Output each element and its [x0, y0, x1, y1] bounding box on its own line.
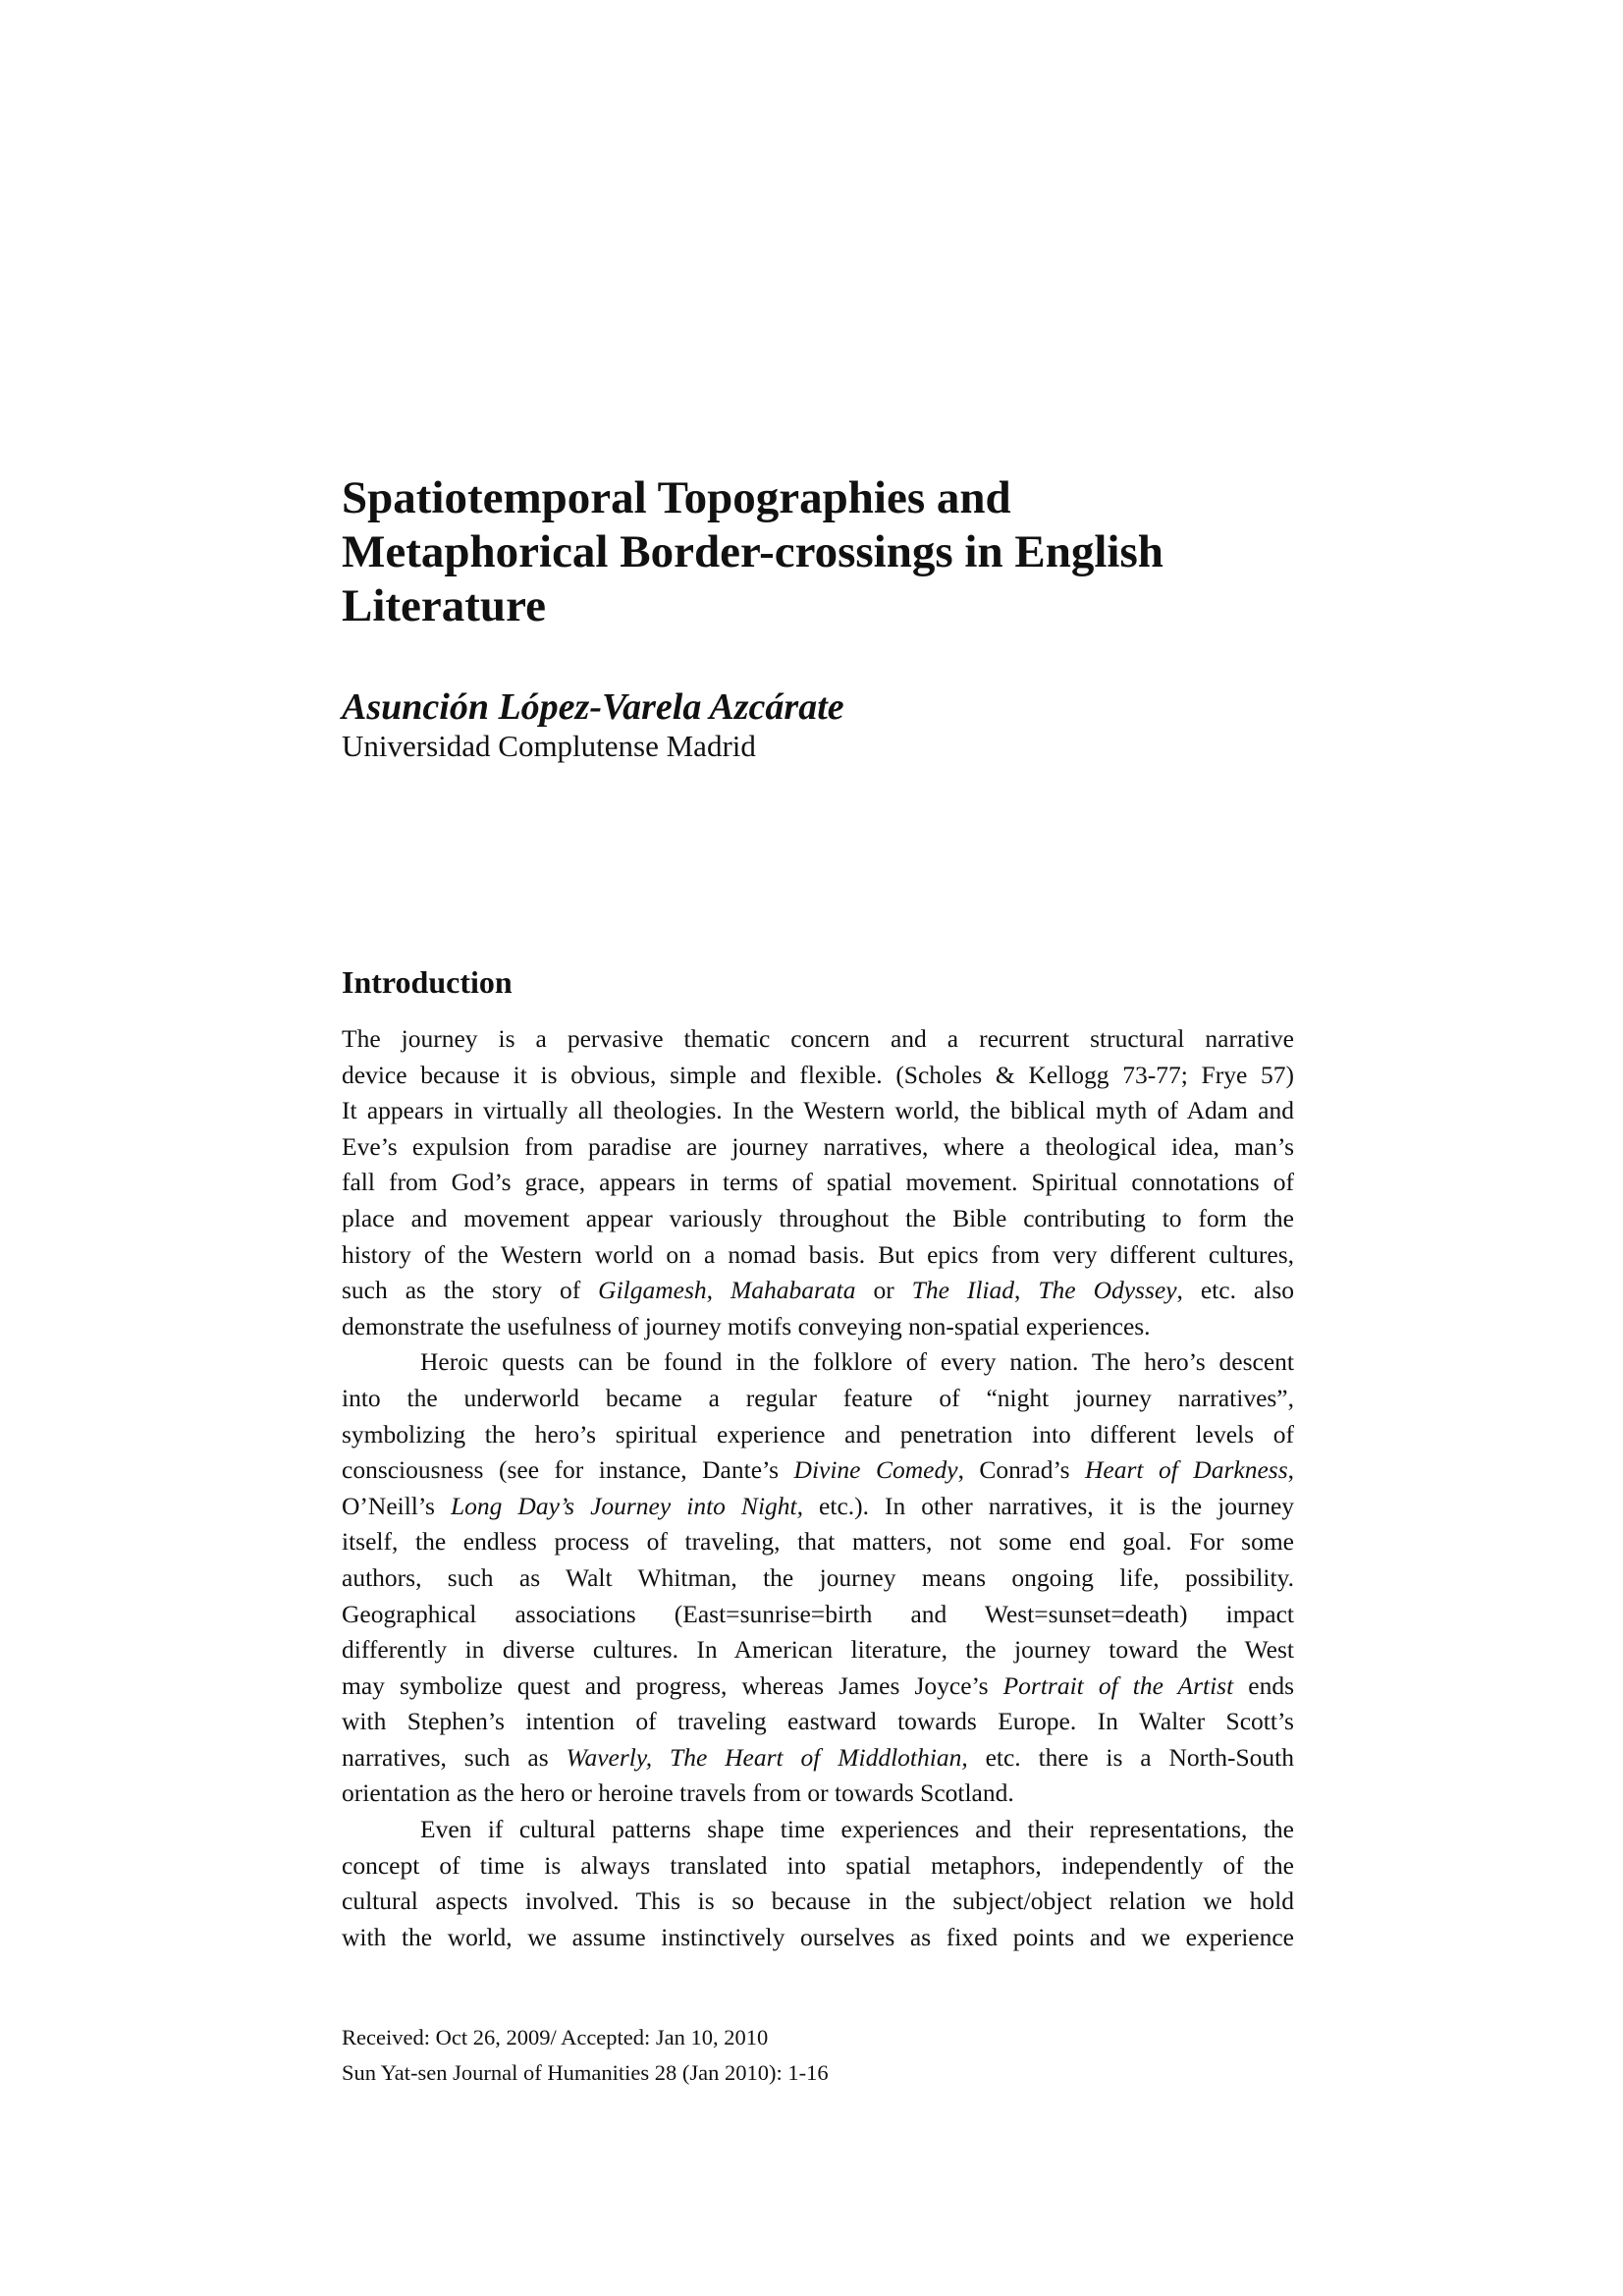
text-run: demonstrate the usefulness of journey motifs conveying non-spatial experiences.: [342, 1311, 1151, 1340]
text-run: , etc. also: [1176, 1276, 1294, 1305]
text-line: [342, 1273, 1294, 1309]
text-run: Eve’s expulsion from paradise are journey narratives, where a theological idea, man’s: [342, 1131, 1294, 1161]
title-line: Spatiotemporal Topographies and: [342, 472, 1011, 523]
text-run: consciousness (see for instance, Dante’s: [342, 1455, 794, 1485]
text-line: [342, 1237, 1294, 1274]
article-body: [342, 1021, 1294, 1955]
text-line: [342, 1093, 1294, 1129]
body-paragraph: [342, 1812, 1294, 1955]
text-run: ,: [1287, 1455, 1295, 1485]
text-run: such as the story of: [342, 1276, 599, 1305]
text-line: [342, 1417, 1294, 1453]
text-line: [342, 1668, 1294, 1705]
text-run: concept of time is always translated into spatial metaphors, independently of the: [342, 1850, 1294, 1880]
text-run: or: [855, 1276, 912, 1305]
author-block: [342, 685, 844, 764]
text-line: [342, 1021, 1294, 1058]
body-paragraph: [342, 1021, 1294, 1344]
text-run: orientation as the hero or heroine travels from or towards Scotland.: [342, 1778, 1014, 1808]
text-run: with the world, we assume instinctively ourselves as fixed points and we experience: [342, 1922, 1294, 1951]
italic-title: Portrait of the Artist: [1002, 1670, 1234, 1700]
section-heading-introduction: Introduction: [342, 964, 513, 1000]
text-run: authors, such as Walt Whitman, the journey means ongoing life, possibility.: [342, 1562, 1294, 1592]
italic-title: Divine Comedy: [793, 1455, 958, 1485]
text-run: Geographical associations (East=sunrise=birth and West=sunset=death) impact: [342, 1599, 1294, 1628]
text-run: device because it is obvious, simple and flexible. (Scholes & Kellogg 73-77; Frye 57): [342, 1060, 1294, 1089]
text-run: It appears in virtually all theologies. In the Western world, the biblical myth of Adam and: [342, 1096, 1294, 1125]
text-line: [342, 1489, 1294, 1525]
text-line: [342, 1776, 1294, 1812]
text-run: place and movement appear variously throughout the Bible contributing to form the: [342, 1203, 1294, 1232]
italic-title: Waverly, The Heart of Middlothian,: [566, 1742, 968, 1772]
text-run: into the underworld became a regular feature of “night journey narratives”,: [342, 1383, 1294, 1412]
text-line: [342, 1058, 1294, 1094]
text-line: [342, 1165, 1294, 1201]
text-line: [342, 1201, 1294, 1237]
text-line: [342, 1848, 1294, 1885]
title-line: Metaphorical Border-crossings in English: [342, 526, 1163, 577]
text-line: [342, 1524, 1294, 1560]
author-affiliation: Universidad Complutense Madrid: [342, 729, 756, 763]
text-line: [342, 1740, 1294, 1777]
text-line: [342, 1632, 1294, 1668]
page-footer: [342, 2020, 829, 2091]
text-run: cultural aspects involved. This is so because in the subject/object relation we hold: [342, 1886, 1294, 1916]
text-line: [342, 1452, 1294, 1489]
italic-title: The Odyssey: [1038, 1276, 1177, 1305]
title-line: Literature: [342, 580, 546, 631]
text-run: etc.). In other narratives, it is the journey: [803, 1491, 1295, 1520]
text-run: may symbolize quest and progress, whereas James Joyce’s: [342, 1670, 1003, 1700]
text-line: [342, 1344, 1294, 1381]
text-line: [342, 1309, 1294, 1345]
author-name: Asunción López-Varela Azcárate: [342, 686, 844, 728]
text-run: symbolizing the hero’s spiritual experience and penetration into different levels of: [342, 1419, 1294, 1449]
italic-title: The Iliad: [911, 1276, 1015, 1305]
text-run: differently in diverse cultures. In American literature, the journey toward the West: [342, 1635, 1294, 1665]
text-run: Heroic quests can be found in the folklore of every nation. The hero’s descent: [420, 1347, 1294, 1377]
article-title: [342, 471, 1284, 633]
text-line: [342, 1920, 1294, 1956]
text-line: [342, 1884, 1294, 1920]
italic-title: Long Day’s Journey into Night,: [450, 1491, 803, 1520]
text-run: O’Neill’s: [342, 1491, 451, 1520]
text-line: [342, 1560, 1294, 1597]
text-run: history of the Western world on a nomad basis. But epics from very different cultures,: [342, 1239, 1294, 1269]
text-run: fall from God’s grace, appears in terms of spatial movement. Spiritual connotations of: [342, 1168, 1294, 1197]
text-line: [342, 1381, 1294, 1417]
text-run: etc. there is a North-South: [967, 1742, 1295, 1772]
text-line: [342, 1812, 1294, 1848]
text-run: The journey is a pervasive thematic concern and a recurrent structural narrative: [342, 1024, 1294, 1053]
body-paragraph: [342, 1344, 1294, 1812]
text-run: , Conrad’s: [957, 1455, 1085, 1485]
text-run: itself, the endless process of traveling, that matters, not some end goal. For some: [342, 1527, 1294, 1557]
text-run: ,: [1014, 1276, 1039, 1305]
italic-title: Heart of Darkness: [1085, 1455, 1288, 1485]
text-line: [342, 1129, 1294, 1166]
text-line: [342, 1597, 1294, 1633]
journal-citation: Sun Yat-sen Journal of Humanities 28 (Jan 2010): 1-16: [342, 2060, 829, 2085]
text-run: with Stephen’s intention of traveling eastward towards Europe. In Walter Scott’s: [342, 1707, 1294, 1736]
received-accepted-dates: Received: Oct 26, 2009/ Accepted: Jan 10, 2010: [342, 2025, 769, 2050]
italic-title: Gilgamesh, Mahabarata: [598, 1276, 856, 1305]
text-run: ends: [1233, 1670, 1294, 1700]
text-run: Even if cultural patterns shape time experiences and their representations, the: [420, 1815, 1294, 1844]
text-run: narratives, such as: [342, 1742, 567, 1772]
text-line: [342, 1704, 1294, 1740]
